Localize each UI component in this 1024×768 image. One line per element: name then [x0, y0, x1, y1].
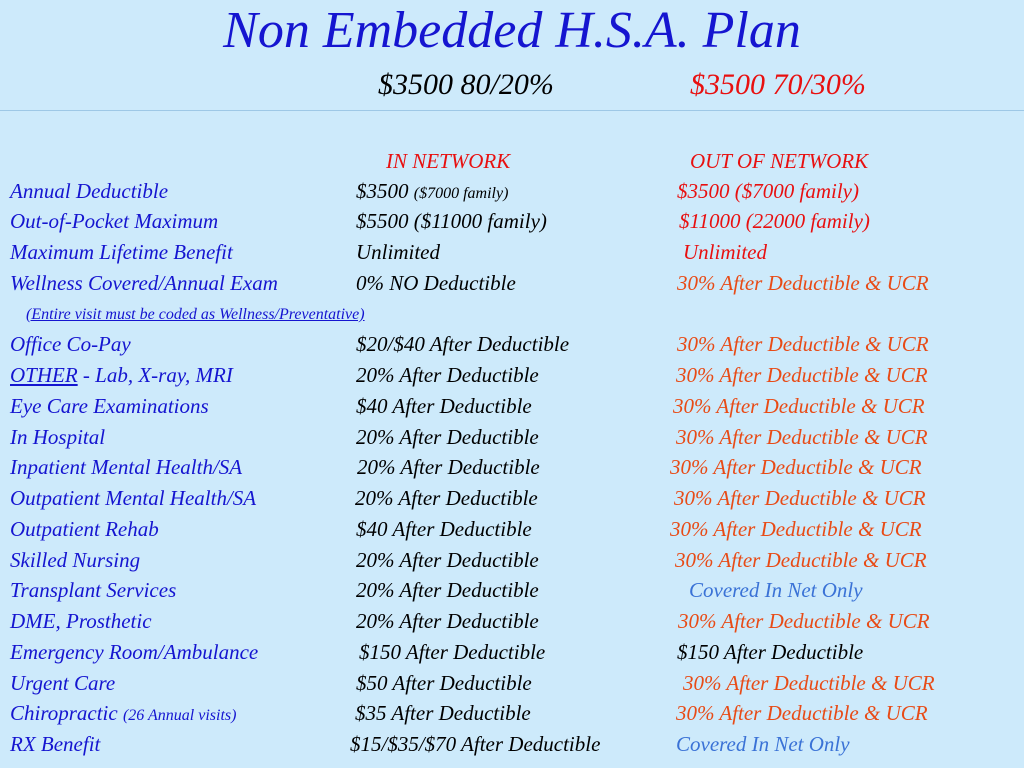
benefit-row-annual-deductible — [0, 176, 1024, 206]
benefit-row-chiropractic — [0, 698, 1024, 728]
benefit-row-eye-care — [0, 391, 1024, 421]
benefit-label — [10, 698, 236, 731]
in-network-value: 20% After Deductible — [356, 425, 539, 449]
benefit-label: Skilled Nursing — [10, 548, 141, 572]
out-network-value: $3500 ($7000 family) — [677, 179, 859, 203]
out-network-value: 30% After Deductible & UCR — [674, 486, 926, 510]
benefit-row-transplant — [0, 575, 1024, 605]
page-title: Non Embedded H.S.A. Plan — [223, 2, 801, 59]
benefit-label: Office Co-Pay — [10, 332, 131, 356]
in-network-value: 20% After Deductible — [356, 548, 539, 572]
benefit-label: Maximum Lifetime Benefit — [10, 240, 233, 264]
chiropractic-label: Chiropractic — [10, 701, 118, 725]
out-network-value: Covered In Net Only — [689, 578, 863, 602]
benefit-row-inpatient-mental-health — [0, 452, 1024, 482]
benefit-label: Wellness Covered/Annual Exam — [10, 271, 278, 295]
in-network-value: $40 After Deductible — [356, 517, 532, 541]
benefit-row-in-hospital — [0, 422, 1024, 452]
wellness-note: (Entire visit must be coded as Wellness/Preventative) — [26, 306, 365, 323]
benefit-row-dme-prosthetic — [0, 606, 1024, 636]
benefit-row-office-copay — [0, 329, 1024, 359]
out-network-value: Covered In Net Only — [676, 732, 850, 756]
in-network-value: 20% After Deductible — [356, 578, 539, 602]
in-network-value: 20% After Deductible — [356, 363, 539, 387]
plan-in-network: $3500 80/20% — [378, 68, 554, 101]
in-network-value: 20% After Deductible — [356, 609, 539, 633]
out-network-value: $150 After Deductible — [677, 640, 864, 664]
in-network-value: Unlimited — [356, 240, 440, 264]
benefit-label: Transplant Services — [10, 578, 177, 602]
out-network-value: 30% After Deductible & UCR — [670, 455, 922, 479]
in-network-value — [356, 176, 508, 209]
out-network-value: 30% After Deductible & UCR — [675, 548, 927, 572]
benefit-row-outpatient-rehab — [0, 514, 1024, 544]
benefit-row-skilled-nursing — [0, 545, 1024, 575]
other-label-prefix: OTHER — [10, 363, 78, 387]
out-network-value: 30% After Deductible & UCR — [677, 332, 929, 356]
out-network-value: 30% After Deductible & UCR — [676, 701, 928, 725]
in-network-value: 20% After Deductible — [357, 455, 540, 479]
out-network-value: $11000 (22000 family) — [679, 209, 870, 233]
benefit-label: Emergency Room/Ambulance — [10, 640, 259, 664]
benefit-label: RX Benefit — [10, 732, 101, 756]
benefit-label: In Hospital — [10, 425, 106, 449]
out-network-value: 30% After Deductible & UCR — [677, 271, 929, 295]
header-in-network: IN NETWORK — [386, 149, 511, 173]
out-network-value: Unlimited — [683, 240, 767, 264]
benefit-row-urgent-care — [0, 668, 1024, 698]
in-network-value: $50 After Deductible — [356, 671, 532, 695]
out-network-value: 30% After Deductible & UCR — [683, 671, 935, 695]
in-network-value: 0% NO Deductible — [356, 271, 516, 295]
benefit-row-outpatient-mental-health — [0, 483, 1024, 513]
in-network-family-note: ($7000 family) — [413, 185, 509, 202]
benefit-label: Urgent Care — [10, 671, 116, 695]
out-network-value: 30% After Deductible & UCR — [676, 425, 928, 449]
benefit-label — [10, 360, 233, 390]
benefit-label: Outpatient Rehab — [10, 517, 159, 541]
out-network-value: 30% After Deductible & UCR — [678, 609, 930, 633]
benefit-row-out-of-pocket — [0, 206, 1024, 236]
in-network-value: $20/$40 After Deductible — [356, 332, 570, 356]
chiropractic-visit-note: (26 Annual visits) — [122, 707, 237, 724]
benefit-row-other — [0, 360, 1024, 390]
in-network-value: $5500 ($11000 family) — [356, 209, 547, 233]
benefit-label: Outpatient Mental Health/SA — [10, 486, 257, 510]
benefit-label: Annual Deductible — [10, 179, 169, 203]
divider — [0, 110, 1024, 111]
out-network-value: 30% After Deductible & UCR — [670, 517, 922, 541]
benefit-label: Eye Care Examinations — [10, 394, 209, 418]
out-network-value: 30% After Deductible & UCR — [673, 394, 925, 418]
in-network-value: $35 After Deductible — [355, 701, 531, 725]
benefit-label: DME, Prosthetic — [10, 609, 152, 633]
benefit-label: Out-of-Pocket Maximum — [10, 209, 219, 233]
out-network-value: 30% After Deductible & UCR — [676, 363, 928, 387]
plan-out-network: $3500 70/30% — [690, 68, 866, 101]
benefit-row-emergency-room — [0, 637, 1024, 667]
benefit-row-rx — [0, 729, 1024, 759]
benefit-row-wellness — [0, 268, 1024, 298]
in-network-amount: $3500 — [356, 179, 409, 203]
in-network-value: $150 After Deductible — [359, 640, 546, 664]
benefit-label: Inpatient Mental Health/SA — [10, 455, 243, 479]
other-label-rest: - Lab, X-ray, MRI — [77, 363, 233, 387]
benefit-row-lifetime-benefit — [0, 237, 1024, 267]
in-network-value: $15/$35/$70 After Deductible — [350, 732, 601, 756]
header-out-network: OUT OF NETWORK — [690, 149, 869, 173]
in-network-value: 20% After Deductible — [355, 486, 538, 510]
in-network-value: $40 After Deductible — [356, 394, 532, 418]
